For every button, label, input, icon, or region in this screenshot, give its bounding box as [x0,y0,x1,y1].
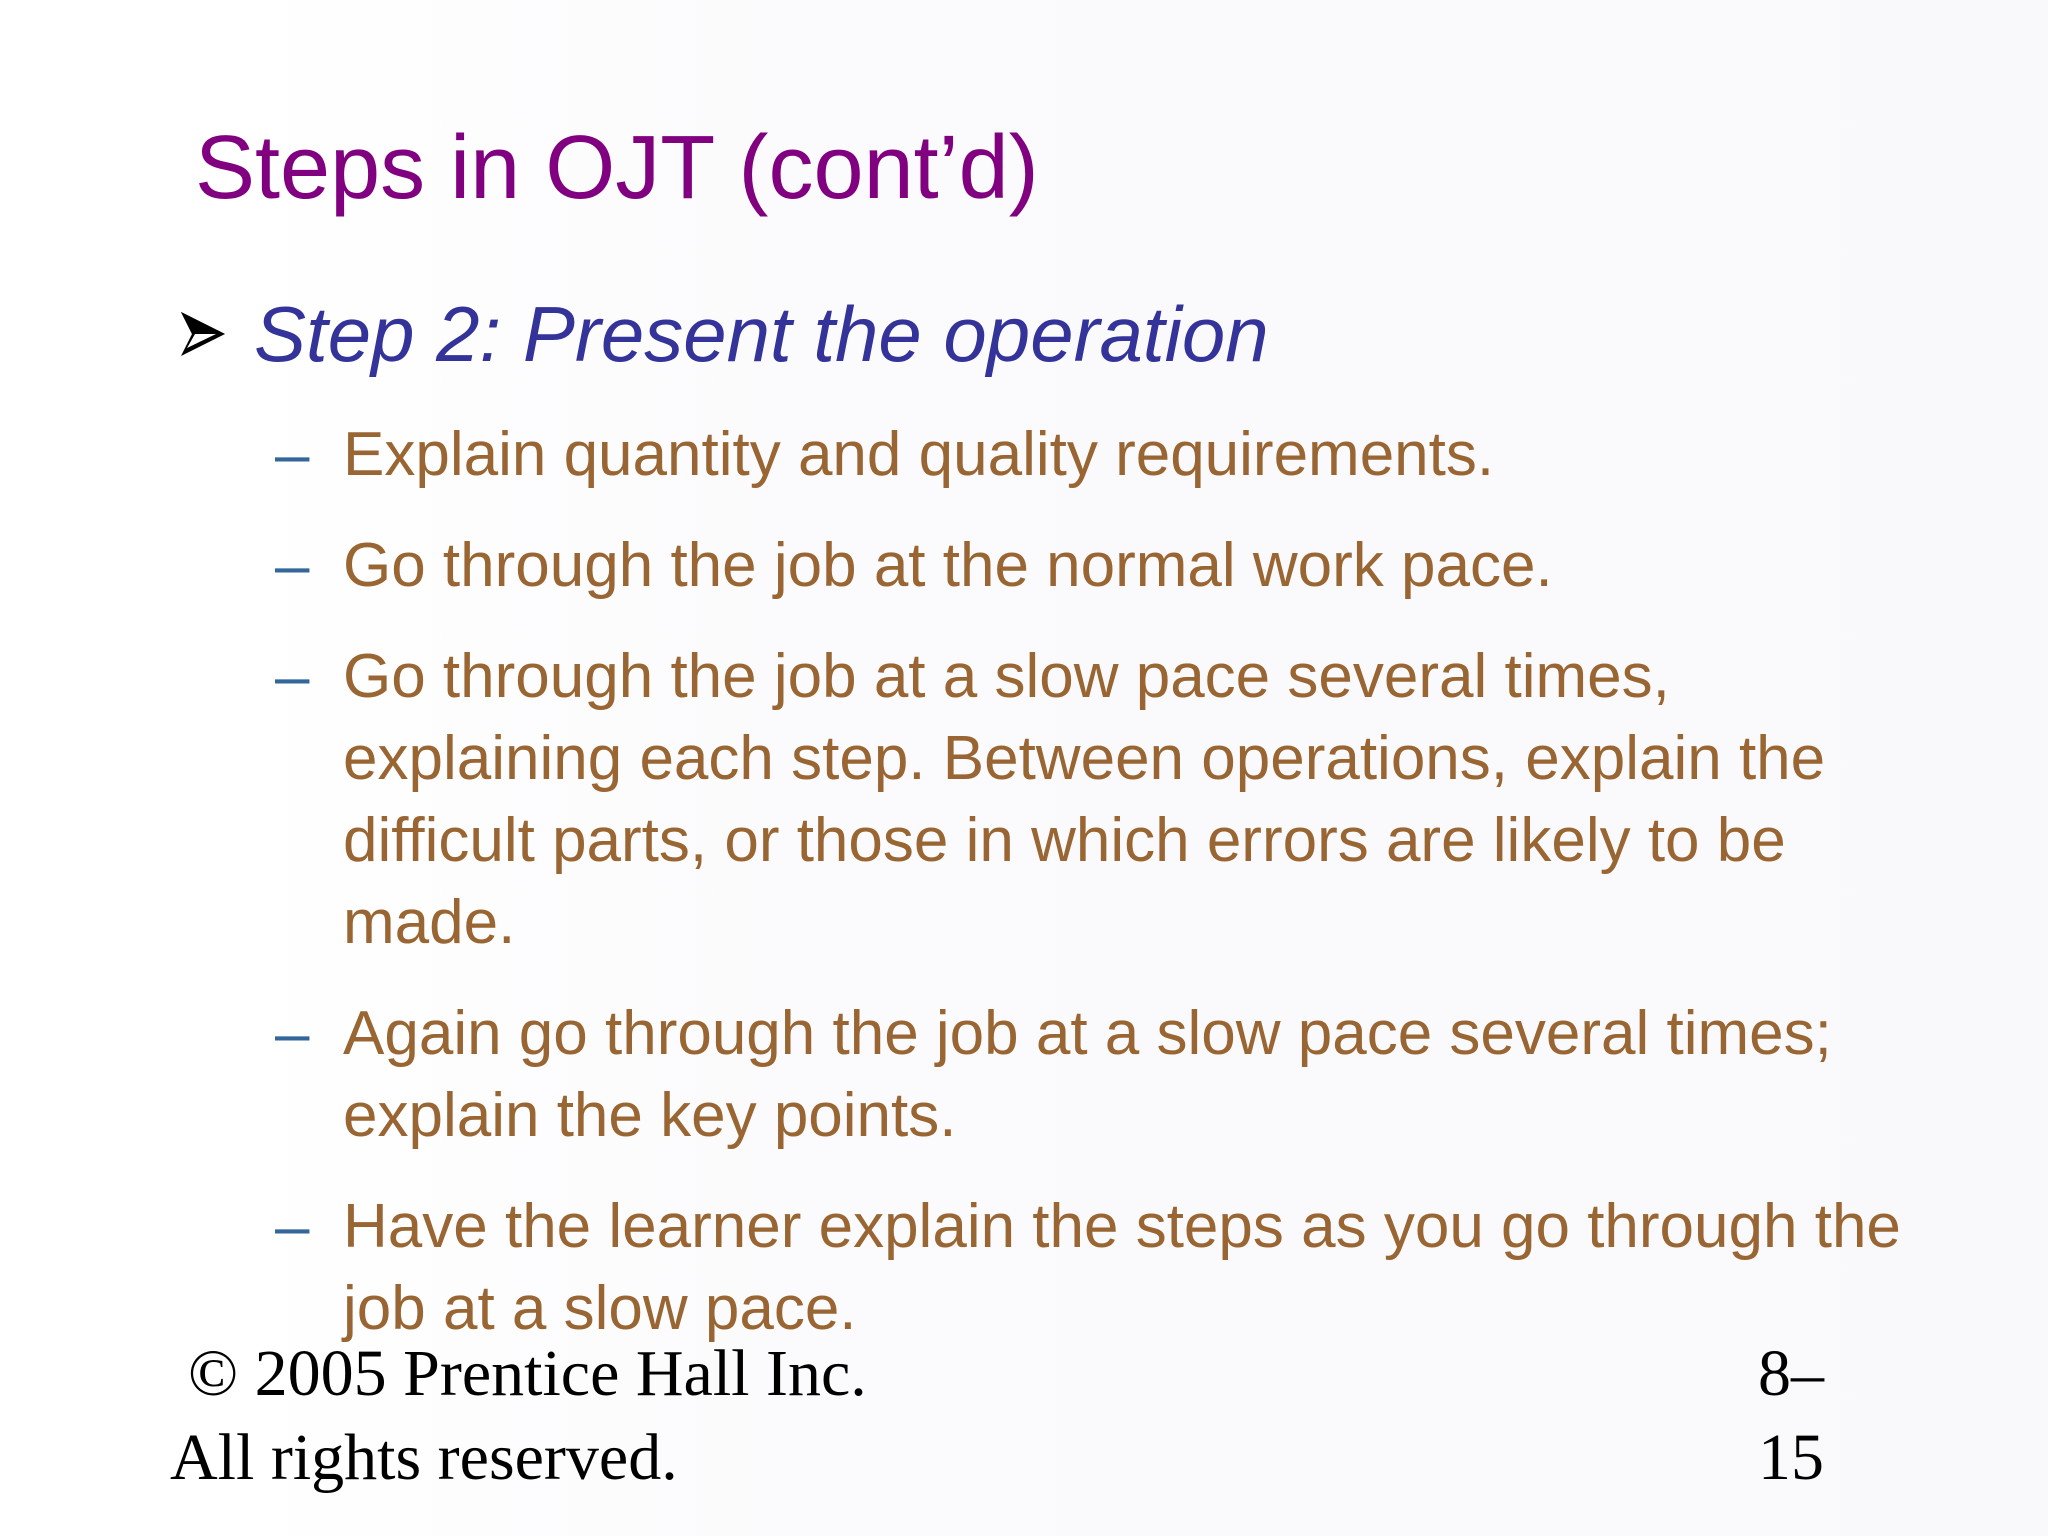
list-item [275,636,1915,964]
chapter-number: 8– [1758,1337,1824,1410]
list-item-text: Have the learner explain the steps as you go through the job at a slow pace. [343,1192,1901,1343]
copyright-footer [170,1332,867,1500]
list-item [275,993,1915,1157]
dash-marker: – [275,531,310,600]
copyright-line: © 2005 Prentice Hall Inc. [188,1337,867,1410]
slide-title: Steps in OJT (cont’d) [195,118,1039,218]
list-item-text: Go through the job at a slow pace several times, explaining each step. Between operations, explain the difficult parts, or those in which errors are likely to be made. [343,642,1826,957]
list-item [275,525,1915,607]
dash-marker: – [275,420,310,489]
list-item [275,414,1915,496]
rights-line: All rights reserved. [170,1421,678,1494]
list-item-text: Go through the job at the normal work pace. [343,531,1553,600]
sub-bullet-list [275,414,1915,1379]
main-bullet [178,290,1978,378]
dash-marker: – [275,1192,310,1261]
arrow-bullet-icon [178,290,234,378]
page-number: 15 [1758,1421,1824,1494]
dash-marker: – [275,999,310,1068]
main-bullet-text: Step 2: Present the operation [254,290,1269,378]
list-item [275,1186,1915,1350]
list-item-text: Explain quantity and quality requirements. [343,420,1495,489]
slide-number [1758,1332,1824,1500]
dash-marker: – [275,642,310,711]
list-item-text: Again go through the job at a slow pace several times; explain the key points. [343,999,1832,1150]
